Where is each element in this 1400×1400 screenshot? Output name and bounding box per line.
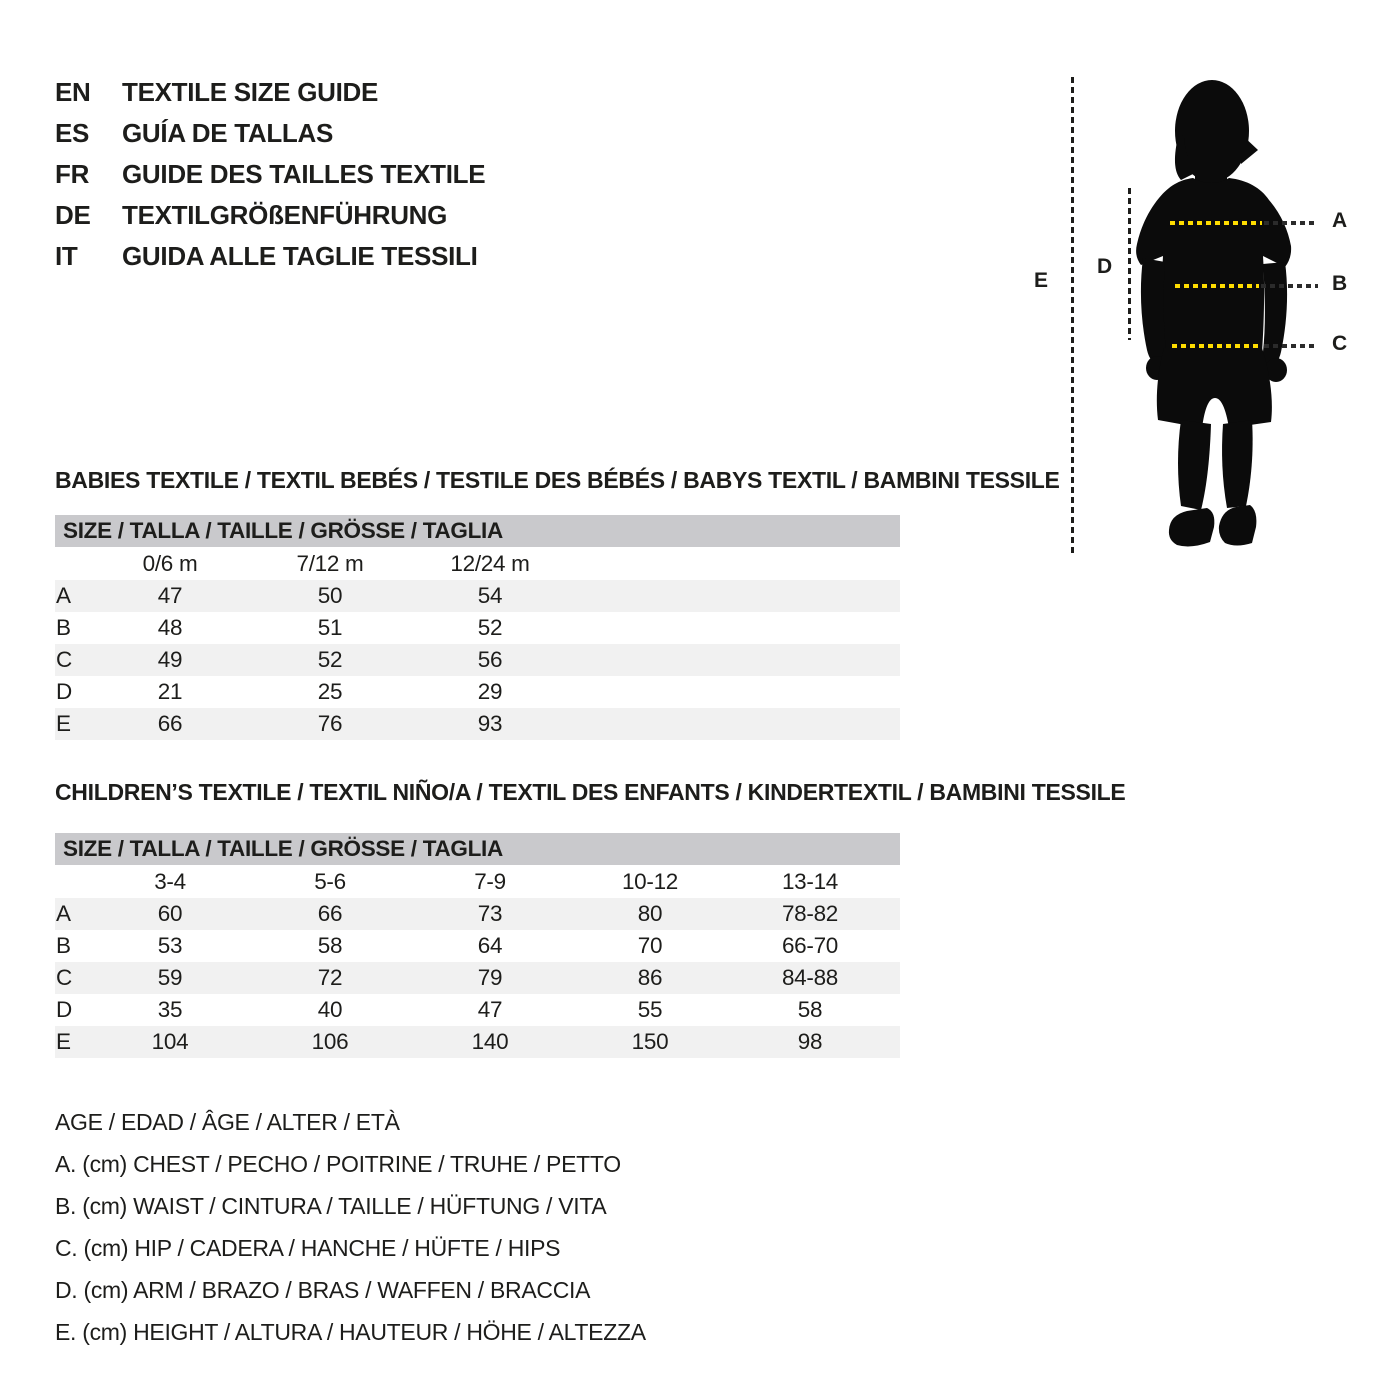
column-header: 13-14 bbox=[781, 868, 839, 894]
language-title-list bbox=[55, 72, 485, 277]
table-cell: 47 bbox=[157, 583, 183, 608]
right-arm-shape bbox=[1263, 262, 1287, 367]
legend-waist-line: B. (cm) WAIST / CINTURA / TAILLE / HÜFTUNG / VITA bbox=[55, 1193, 607, 1219]
table-row bbox=[55, 580, 900, 612]
shorts-shape bbox=[1157, 348, 1272, 428]
chest-dash-on-body bbox=[1170, 221, 1262, 225]
table-cell: 49 bbox=[157, 647, 183, 672]
right-shoe-shape bbox=[1219, 505, 1257, 546]
table-cell: 52 bbox=[477, 615, 503, 640]
right-leg-shape bbox=[1222, 420, 1253, 508]
table-cell: 76 bbox=[317, 711, 343, 736]
table-cell: 150 bbox=[631, 1029, 669, 1054]
children-column-header-row bbox=[55, 865, 900, 898]
table-row bbox=[55, 962, 900, 994]
lang-row-en bbox=[55, 72, 485, 113]
measure-label-d: D bbox=[1097, 255, 1112, 278]
table-cell: 140 bbox=[471, 1029, 509, 1054]
table-cell: 70 bbox=[637, 933, 663, 958]
legend-height-line: E. (cm) HEIGHT / ALTURA / HAUTEUR / HÖHE / ALTEZZA bbox=[55, 1319, 646, 1345]
column-header: 5-6 bbox=[314, 868, 346, 894]
row-label: E bbox=[56, 711, 71, 736]
table-cell: 21 bbox=[157, 679, 183, 704]
children-section-title: CHILDREN’S TEXTILE / TEXTIL NIÑO/A / TEXTIL DES ENFANTS / KINDERTEXTIL / BAMBINI TESSILE bbox=[55, 779, 1126, 805]
table-cell: 93 bbox=[477, 711, 503, 736]
babies-size-table bbox=[55, 515, 900, 740]
table-cell: 80 bbox=[637, 901, 663, 926]
measure-label-b: B bbox=[1332, 272, 1347, 295]
table-row bbox=[55, 898, 900, 930]
table-cell: 59 bbox=[157, 965, 183, 990]
babies-section-title: BABIES TEXTILE / TEXTIL BEBÉS / TESTILE DES BÉBÉS / BABYS TEXTIL / BAMBINI TESSILE bbox=[55, 467, 1060, 493]
table-row bbox=[55, 1026, 900, 1058]
row-label: B bbox=[56, 615, 71, 640]
table-row bbox=[55, 644, 900, 676]
legend-arm-line: D. (cm) ARM / BRAZO / BRAS / WAFFEN / BRACCIA bbox=[55, 1277, 591, 1303]
guide-title: TEXTILGRÖßENFÜHRUNG bbox=[122, 200, 448, 230]
height-measure-dashed-line bbox=[1071, 77, 1074, 557]
child-silhouette-icon bbox=[1135, 78, 1295, 550]
table-cell: 48 bbox=[157, 615, 183, 640]
table-cell: 84-88 bbox=[781, 965, 839, 990]
table-cell: 104 bbox=[151, 1029, 189, 1054]
column-header: 0/6 m bbox=[142, 550, 198, 576]
guide-title: TEXTILE SIZE GUIDE bbox=[122, 77, 379, 107]
column-header: 7/12 m bbox=[296, 550, 364, 576]
measurement-legend bbox=[55, 1101, 646, 1353]
table-row bbox=[55, 612, 900, 644]
lang-row-it bbox=[55, 236, 485, 277]
row-label: D bbox=[56, 997, 72, 1022]
lang-row-de bbox=[55, 195, 485, 236]
table-cell: 50 bbox=[317, 583, 343, 608]
lang-code: ES bbox=[55, 118, 90, 148]
column-header: 7-9 bbox=[474, 868, 506, 894]
table-row bbox=[55, 676, 900, 708]
table-cell: 58 bbox=[317, 933, 343, 958]
waist-dash-on-body bbox=[1175, 284, 1259, 288]
left-shoe-shape bbox=[1169, 508, 1214, 546]
table-cell: 40 bbox=[317, 997, 343, 1022]
lang-code: FR bbox=[55, 159, 90, 189]
row-label: D bbox=[56, 679, 72, 704]
children-table-header: SIZE / TALLA / TAILLE / GRÖSSE / TAGLIA bbox=[55, 833, 900, 865]
legend-age-line: AGE / EDAD / ÂGE / ALTER / ETÀ bbox=[55, 1109, 400, 1135]
column-header: 10-12 bbox=[621, 868, 679, 894]
lang-row-fr bbox=[55, 154, 485, 195]
table-cell: 72 bbox=[317, 965, 343, 990]
table-cell: 64 bbox=[477, 933, 503, 958]
table-cell: 98 bbox=[797, 1029, 823, 1054]
row-label: B bbox=[56, 933, 71, 958]
table-cell: 73 bbox=[477, 901, 503, 926]
table-row bbox=[55, 708, 900, 740]
lang-row-es bbox=[55, 113, 485, 154]
table-cell: 29 bbox=[477, 679, 503, 704]
measure-label-c: C bbox=[1332, 332, 1347, 355]
hip-dash-pointer bbox=[1264, 344, 1318, 348]
table-row bbox=[55, 994, 900, 1026]
column-header: 3-4 bbox=[154, 868, 186, 894]
table-cell: 53 bbox=[157, 933, 183, 958]
table-cell: 78-82 bbox=[781, 901, 839, 926]
nose-shape bbox=[1241, 134, 1258, 164]
column-header: 12/24 m bbox=[450, 550, 530, 576]
table-cell: 79 bbox=[477, 965, 503, 990]
lang-code: IT bbox=[55, 241, 78, 271]
table-cell: 106 bbox=[311, 1029, 349, 1054]
left-arm-shape bbox=[1141, 258, 1166, 365]
table-cell: 35 bbox=[157, 997, 183, 1022]
guide-title: GUIDA ALLE TAGLIE TESSILI bbox=[122, 241, 478, 271]
table-cell: 66 bbox=[317, 901, 343, 926]
table-cell: 25 bbox=[317, 679, 343, 704]
table-cell: 86 bbox=[637, 965, 663, 990]
table-cell: 58 bbox=[797, 997, 823, 1022]
chest-dash-pointer bbox=[1264, 221, 1318, 225]
row-label: C bbox=[56, 965, 72, 990]
lang-code: DE bbox=[55, 200, 91, 230]
table-cell: 51 bbox=[317, 615, 343, 640]
table-cell: 54 bbox=[477, 583, 503, 608]
waist-dash-pointer bbox=[1261, 284, 1318, 288]
legend-chest-line: A. (cm) CHEST / PECHO / POITRINE / TRUHE / PETTO bbox=[55, 1151, 621, 1177]
table-cell: 56 bbox=[477, 647, 503, 672]
table-cell: 66-70 bbox=[781, 933, 839, 958]
measure-label-a: A bbox=[1332, 209, 1347, 232]
lang-code: EN bbox=[55, 77, 91, 107]
babies-column-header-row bbox=[55, 547, 900, 580]
babies-table-header: SIZE / TALLA / TAILLE / GRÖSSE / TAGLIA bbox=[55, 515, 900, 547]
row-label: A bbox=[56, 583, 71, 608]
row-label: A bbox=[56, 901, 71, 926]
guide-title: GUÍA DE TALLAS bbox=[122, 118, 334, 148]
table-cell: 66 bbox=[157, 711, 183, 736]
guide-title: GUIDE DES TAILLES TEXTILE bbox=[122, 159, 486, 189]
legend-hip-line: C. (cm) HIP / CADERA / HANCHE / HÜFTE / HIPS bbox=[55, 1235, 561, 1261]
children-size-table bbox=[55, 833, 900, 1058]
table-cell: 47 bbox=[477, 997, 503, 1022]
hip-dash-on-body bbox=[1172, 344, 1262, 348]
table-cell: 55 bbox=[637, 997, 663, 1022]
arm-measure-dashed-line bbox=[1128, 188, 1131, 340]
row-label: E bbox=[56, 1029, 71, 1054]
measure-label-e: E bbox=[1034, 269, 1048, 292]
table-cell: 60 bbox=[157, 901, 183, 926]
left-leg-shape bbox=[1178, 420, 1211, 510]
table-cell: 52 bbox=[317, 647, 343, 672]
row-label: C bbox=[56, 647, 72, 672]
table-row bbox=[55, 930, 900, 962]
